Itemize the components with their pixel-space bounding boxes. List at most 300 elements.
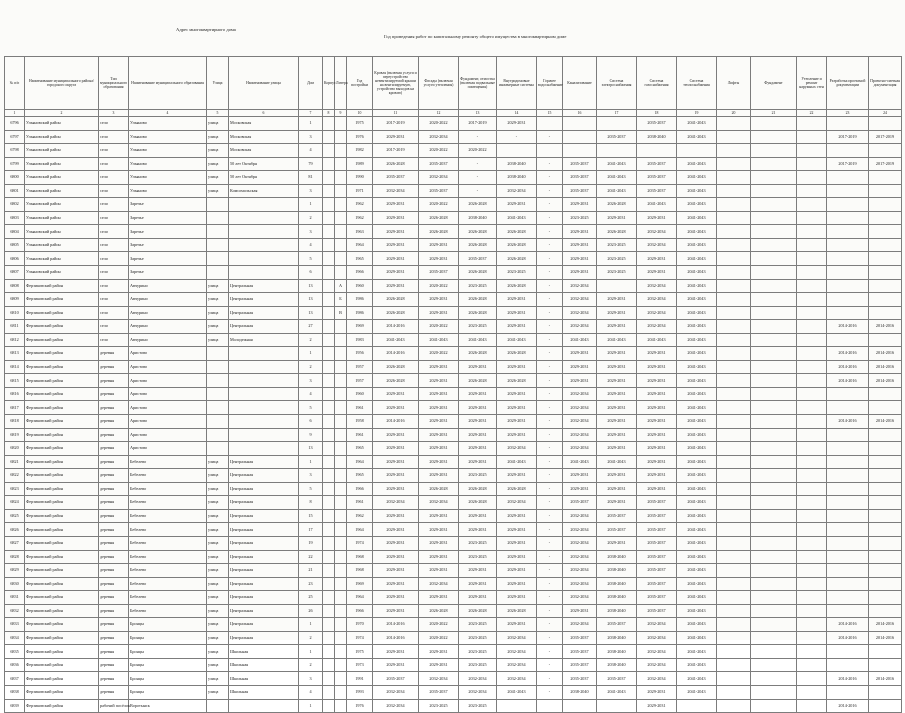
repair-period-lifts (717, 469, 751, 483)
repair-period-walls (797, 442, 827, 456)
repair-period-sewerage: 2038-2040 (563, 685, 597, 699)
repair-period-roof: 2026-2028 (373, 157, 419, 171)
street-type (207, 428, 229, 442)
building-letter (335, 225, 347, 239)
house-number: 13 (299, 306, 323, 320)
row-number: 6823 (5, 482, 25, 496)
repair-period-lifts (717, 523, 751, 537)
district-name: Ферзиковский район (25, 618, 99, 632)
repair-period-roof: 2029-2031 (373, 238, 419, 252)
repair-period-estimate-docs (869, 198, 902, 212)
building-letter (335, 184, 347, 198)
repair-period-engineering: 2026-2028 (497, 225, 537, 239)
building-letter (335, 360, 347, 374)
build-year: 1964 (347, 523, 373, 537)
repair-period-estimate-docs: 2017-2019 (869, 130, 902, 144)
building-corpus (323, 171, 335, 185)
repair-period-foundation: 2023-2025 (459, 645, 497, 659)
table-row (5, 144, 902, 158)
building-letter (335, 266, 347, 280)
build-year: 1968 (347, 550, 373, 564)
building-corpus (323, 536, 335, 550)
repair-period-facade: 2029-2031 (419, 428, 459, 442)
house-number: 27 (299, 320, 323, 334)
repair-period-basement (751, 415, 797, 429)
repair-period-lifts (717, 333, 751, 347)
repair-period-heating: 2041-2043 (677, 577, 717, 591)
district-name: Ульяновский район (25, 252, 99, 266)
repair-period-hot-water: - (537, 604, 563, 618)
municipality-name: Бронцы (129, 685, 207, 699)
repair-period-basement (751, 577, 797, 591)
repair-period-estimate-docs: 2014-2016 (869, 415, 902, 429)
build-year: 1968 (347, 564, 373, 578)
repair-period-foundation: 2029-2031 (459, 564, 497, 578)
col-number: 17 (597, 110, 637, 117)
row-number: 6831 (5, 591, 25, 605)
table-row (5, 360, 902, 374)
district-name: Ферзиковский район (25, 320, 99, 334)
repair-period-basement (751, 496, 797, 510)
municipality-name: Бронцы (129, 658, 207, 672)
repair-period-basement (751, 469, 797, 483)
repair-period-foundation: 2026-2028 (459, 604, 497, 618)
building-corpus (323, 658, 335, 672)
repair-period-walls (797, 631, 827, 645)
street-type: улица (207, 482, 229, 496)
repair-period-walls (797, 496, 827, 510)
repair-period-heating: 2041-2043 (677, 442, 717, 456)
col-number: 20 (717, 110, 751, 117)
group-heading-address: Адрес многоквартирного дома (176, 27, 236, 32)
table-row (5, 130, 902, 144)
repair-period-foundation: 2023-2025 (459, 631, 497, 645)
street-name (229, 415, 299, 429)
repair-period-basement (751, 117, 797, 131)
repair-period-foundation: 2029-2031 (459, 455, 497, 469)
repair-period-electric: 2038-2040 (597, 604, 637, 618)
house-number: 13 (299, 279, 323, 293)
street-name: Центральная (229, 523, 299, 537)
district-name: Ульяновский район (25, 184, 99, 198)
repair-period-basement (751, 523, 797, 537)
row-number: 6825 (5, 509, 25, 523)
col-header: Фасады (включая услуги утепления) (419, 57, 459, 110)
street-name: Центральная (229, 306, 299, 320)
repair-period-walls (797, 564, 827, 578)
col-header: Корпус (323, 57, 335, 110)
repair-period-sewerage: 2029-2031 (563, 482, 597, 496)
district-name: Ферзиковский район (25, 387, 99, 401)
repair-period-hot-water: - (537, 482, 563, 496)
house-number: 1 (299, 117, 323, 131)
repair-period-electric: 2029-2031 (597, 320, 637, 334)
repair-period-hot-water: - (537, 279, 563, 293)
district-name: Ферзиковский район (25, 415, 99, 429)
municipality-name: Аристово (129, 428, 207, 442)
street-name: Центральная (229, 618, 299, 632)
street-name: Школьная (229, 658, 299, 672)
table-row (5, 469, 902, 483)
repair-period-hot-water: - (537, 658, 563, 672)
row-number: 6811 (5, 320, 25, 334)
build-year: 1974 (347, 631, 373, 645)
repair-period-facade: 2029-2031 (419, 645, 459, 659)
building-letter (335, 564, 347, 578)
repair-period-walls (797, 293, 827, 307)
street-type (207, 266, 229, 280)
repair-period-design-docs: 2014-2016 (827, 415, 869, 429)
repair-period-electric: 2029-2031 (597, 415, 637, 429)
municipality-name: Бебелево (129, 536, 207, 550)
build-year: 1975 (347, 645, 373, 659)
table-row (5, 401, 902, 415)
repair-period-walls (797, 401, 827, 415)
repair-period-roof: 2029-2031 (373, 225, 419, 239)
municipality-name: Бронцы (129, 672, 207, 686)
building-letter (335, 320, 347, 334)
table-row (5, 238, 902, 252)
building-letter (335, 699, 347, 713)
repair-period-facade: 2020-2022 (419, 279, 459, 293)
house-number: 3 (299, 672, 323, 686)
repair-period-gas: 2029-2031 (637, 360, 677, 374)
build-year: 1965 (347, 469, 373, 483)
repair-period-lifts (717, 428, 751, 442)
repair-period-sewerage: 2032-2034 (563, 401, 597, 415)
repair-period-design-docs: 2014-2016 (827, 374, 869, 388)
repair-period-walls (797, 306, 827, 320)
repair-period-lifts (717, 238, 751, 252)
repair-period-hot-water: - (537, 266, 563, 280)
repair-period-estimate-docs (869, 645, 902, 659)
repair-period-hot-water: - (537, 496, 563, 510)
repair-period-heating: 2041-2043 (677, 333, 717, 347)
repair-period-foundation: 2026-2028 (459, 238, 497, 252)
repair-period-engineering: 2029-2031 (497, 523, 537, 537)
repair-period-facade: 2041-2043 (419, 333, 459, 347)
repair-period-electric: 2029-2031 (597, 496, 637, 510)
repair-period-design-docs (827, 225, 869, 239)
build-year: 1957 (347, 360, 373, 374)
row-number: 6819 (5, 428, 25, 442)
building-corpus (323, 184, 335, 198)
col-header: Фундамент, отмостка (включая подвальные помещения) (459, 57, 497, 110)
repair-period-foundation: 2026-2028 (459, 374, 497, 388)
repair-period-design-docs (827, 469, 869, 483)
repair-period-gas: 2041-2043 (637, 333, 677, 347)
repair-period-walls (797, 482, 827, 496)
street-name (229, 442, 299, 456)
building-letter (335, 117, 347, 131)
municipality-name: Аристово (129, 360, 207, 374)
row-number: 6818 (5, 415, 25, 429)
repair-period-roof: 2029-2031 (373, 211, 419, 225)
repair-period-basement (751, 685, 797, 699)
repair-period-basement (751, 536, 797, 550)
row-number: 6812 (5, 333, 25, 347)
row-number: 6809 (5, 293, 25, 307)
district-name: Ульяновский район (25, 266, 99, 280)
street-type: улица (207, 157, 229, 171)
table-row (5, 279, 902, 293)
group-heading-years: Год проведения работ по капитальному ремонту общего имущества в многоквартирном доме (384, 34, 567, 39)
repair-period-roof: 2029-2031 (373, 604, 419, 618)
repair-period-estimate-docs (869, 293, 902, 307)
municipality-type: село (99, 130, 129, 144)
repair-period-hot-water: - (537, 238, 563, 252)
repair-period-roof: 2029-2031 (373, 658, 419, 672)
col-header: Система газоснабжения (637, 57, 677, 110)
repair-period-sewerage: 2035-2037 (563, 658, 597, 672)
table-row (5, 496, 902, 510)
repair-period-gas: 2032-2034 (637, 279, 677, 293)
district-name: Ферзиковский район (25, 469, 99, 483)
build-year: 1969 (347, 320, 373, 334)
repair-period-roof: 2029-2031 (373, 442, 419, 456)
building-letter: А (335, 279, 347, 293)
repair-period-hot-water: - (537, 306, 563, 320)
repair-period-sewerage (563, 117, 597, 131)
repair-period-facade: 2026-2028 (419, 225, 459, 239)
repair-period-electric (597, 144, 637, 158)
municipality-type: деревня (99, 415, 129, 429)
build-year: 1973 (347, 658, 373, 672)
repair-period-walls (797, 455, 827, 469)
build-year: 1958 (347, 415, 373, 429)
street-name (229, 238, 299, 252)
building-letter (335, 658, 347, 672)
street-type: улица (207, 509, 229, 523)
municipality-type: село (99, 266, 129, 280)
street-name: Московская (229, 130, 299, 144)
repair-period-walls (797, 252, 827, 266)
repair-period-lifts (717, 144, 751, 158)
col-number: 12 (419, 110, 459, 117)
building-corpus (323, 333, 335, 347)
repair-period-lifts (717, 198, 751, 212)
repair-period-walls (797, 685, 827, 699)
repair-period-facade: 2032-2034 (419, 130, 459, 144)
repair-period-gas: 2032-2034 (637, 320, 677, 334)
repair-period-roof: 2029-2031 (373, 401, 419, 415)
row-number: 6813 (5, 347, 25, 361)
repair-period-estimate-docs (869, 211, 902, 225)
building-letter (335, 401, 347, 415)
repair-period-roof: 2035-2037 (373, 672, 419, 686)
street-type: улица (207, 455, 229, 469)
repair-period-facade: 2029-2031 (419, 509, 459, 523)
repair-period-foundation: 2017-2019 (459, 117, 497, 131)
repair-period-electric (597, 279, 637, 293)
repair-period-engineering: 2029-2031 (497, 564, 537, 578)
repair-period-design-docs (827, 509, 869, 523)
repair-period-sewerage: 2032-2034 (563, 293, 597, 307)
repair-period-heating: 2041-2043 (677, 469, 717, 483)
build-year: 1976 (347, 130, 373, 144)
repair-period-hot-water: - (537, 130, 563, 144)
repair-period-heating: 2041-2043 (677, 645, 717, 659)
building-corpus (323, 442, 335, 456)
repair-period-roof: 2029-2031 (373, 509, 419, 523)
table-row (5, 509, 902, 523)
repair-period-gas: 2029-2031 (637, 266, 677, 280)
row-number: 6815 (5, 374, 25, 388)
repair-period-foundation: 2029-2031 (459, 387, 497, 401)
row-number: 6802 (5, 198, 25, 212)
building-letter (335, 496, 347, 510)
repair-period-electric: 2038-2040 (597, 591, 637, 605)
repair-period-lifts (717, 482, 751, 496)
repair-period-electric: 2029-2031 (597, 442, 637, 456)
repair-period-gas: 2032-2034 (637, 238, 677, 252)
repair-period-roof: 2029-2031 (373, 536, 419, 550)
repair-period-design-docs: 2014-2016 (827, 347, 869, 361)
repair-period-sewerage: 2029-2031 (563, 374, 597, 388)
repair-period-engineering: 2029-2031 (497, 401, 537, 415)
building-corpus (323, 577, 335, 591)
building-letter (335, 685, 347, 699)
repair-period-lifts (717, 320, 751, 334)
repair-period-walls (797, 618, 827, 632)
repair-period-foundation: 2023-2025 (459, 320, 497, 334)
repair-period-walls (797, 428, 827, 442)
street-type (207, 225, 229, 239)
repair-period-lifts (717, 672, 751, 686)
street-type: улица (207, 144, 229, 158)
repair-period-estimate-docs (869, 699, 902, 713)
col-header: № п/п (5, 57, 25, 110)
repair-period-electric: 2041-2043 (597, 455, 637, 469)
street-name (229, 198, 299, 212)
col-number: 24 (869, 110, 902, 117)
municipality-type: деревня (99, 550, 129, 564)
municipality-name: Бебелево (129, 550, 207, 564)
repair-period-facade: 2032-2034 (419, 672, 459, 686)
repair-period-facade: 2029-2031 (419, 564, 459, 578)
repair-period-basement (751, 360, 797, 374)
repair-period-heating: 2041-2043 (677, 157, 717, 171)
district-name: Ферзиковский район (25, 550, 99, 564)
repair-period-basement (751, 333, 797, 347)
table-row (5, 591, 902, 605)
building-letter (335, 469, 347, 483)
street-name: Центральная (229, 631, 299, 645)
repair-period-sewerage: 2023-2025 (563, 211, 597, 225)
repair-period-estimate-docs (869, 509, 902, 523)
repair-period-engineering: 2032-2034 (497, 496, 537, 510)
repair-period-design-docs (827, 442, 869, 456)
repair-period-engineering: 2029-2031 (497, 415, 537, 429)
repair-period-lifts (717, 266, 751, 280)
repair-period-estimate-docs (869, 238, 902, 252)
col-header: Лифты (717, 57, 751, 110)
repair-period-heating: 2041-2043 (677, 564, 717, 578)
repair-period-design-docs (827, 685, 869, 699)
repair-period-engineering: 2029-2031 (497, 320, 537, 334)
repair-period-sewerage: 2029-2031 (563, 360, 597, 374)
col-number: 9 (335, 110, 347, 117)
repair-period-design-docs (827, 401, 869, 415)
repair-period-gas: 2029-2031 (637, 347, 677, 361)
repair-period-facade: 2026-2028 (419, 604, 459, 618)
repair-period-lifts (717, 211, 751, 225)
repair-period-foundation: - (459, 171, 497, 185)
repair-period-electric: 2029-2031 (597, 469, 637, 483)
street-name: Центральная (229, 496, 299, 510)
repair-period-gas: 2035-2037 (637, 117, 677, 131)
repair-period-estimate-docs (869, 455, 902, 469)
repair-period-basement (751, 455, 797, 469)
municipality-name: Бронцы (129, 631, 207, 645)
repair-period-walls (797, 157, 827, 171)
house-number: 3 (299, 374, 323, 388)
municipality-name: Авчурино (129, 279, 207, 293)
repair-period-lifts (717, 225, 751, 239)
repair-period-estimate-docs: 2017-2019 (869, 157, 902, 171)
repair-period-walls (797, 604, 827, 618)
building-letter (335, 374, 347, 388)
street-type: улица (207, 171, 229, 185)
municipality-name: Бебелево (129, 455, 207, 469)
repair-period-roof: 2035-2037 (373, 171, 419, 185)
street-type: улица (207, 577, 229, 591)
municipality-name: Ульяново (129, 130, 207, 144)
repair-period-electric: 2038-2040 (597, 550, 637, 564)
col-header: Наименование улицы (229, 57, 299, 110)
repair-period-design-docs (827, 482, 869, 496)
repair-period-design-docs (827, 455, 869, 469)
municipality-type: село (99, 211, 129, 225)
municipality-type: село (99, 320, 129, 334)
repair-period-facade: 2029-2031 (419, 442, 459, 456)
build-year: 1970 (347, 618, 373, 632)
repair-period-facade: 2029-2031 (419, 536, 459, 550)
municipality-type: деревня (99, 645, 129, 659)
repair-period-lifts (717, 631, 751, 645)
repair-period-engineering: 2029-2031 (497, 550, 537, 564)
street-name (229, 401, 299, 415)
repair-period-gas: 2035-2037 (637, 604, 677, 618)
repair-period-estimate-docs (869, 658, 902, 672)
repair-period-hot-water (537, 144, 563, 158)
table-row (5, 482, 902, 496)
building-letter (335, 550, 347, 564)
municipality-name: Бронцы (129, 618, 207, 632)
street-name (229, 347, 299, 361)
repair-period-electric: 2041-2043 (597, 184, 637, 198)
building-letter (335, 672, 347, 686)
repair-period-walls (797, 374, 827, 388)
building-letter (335, 387, 347, 401)
repair-period-basement (751, 130, 797, 144)
house-number: 23 (299, 577, 323, 591)
repair-period-design-docs (827, 645, 869, 659)
repair-period-estimate-docs: 2014-2016 (869, 374, 902, 388)
house-number: 1 (299, 618, 323, 632)
repair-period-heating: 2041-2043 (677, 536, 717, 550)
row-number: 6833 (5, 618, 25, 632)
repair-period-hot-water: - (537, 360, 563, 374)
district-name: Ферзиковский район (25, 509, 99, 523)
repair-period-engineering: 2029-2031 (497, 293, 537, 307)
building-corpus (323, 293, 335, 307)
repair-period-estimate-docs (869, 550, 902, 564)
col-header: Наименование муниципального района/городского округа (25, 57, 99, 110)
district-name: Ферзиковский район (25, 645, 99, 659)
repair-period-heating: 2041-2043 (677, 482, 717, 496)
repair-period-sewerage: 2041-2043 (563, 455, 597, 469)
